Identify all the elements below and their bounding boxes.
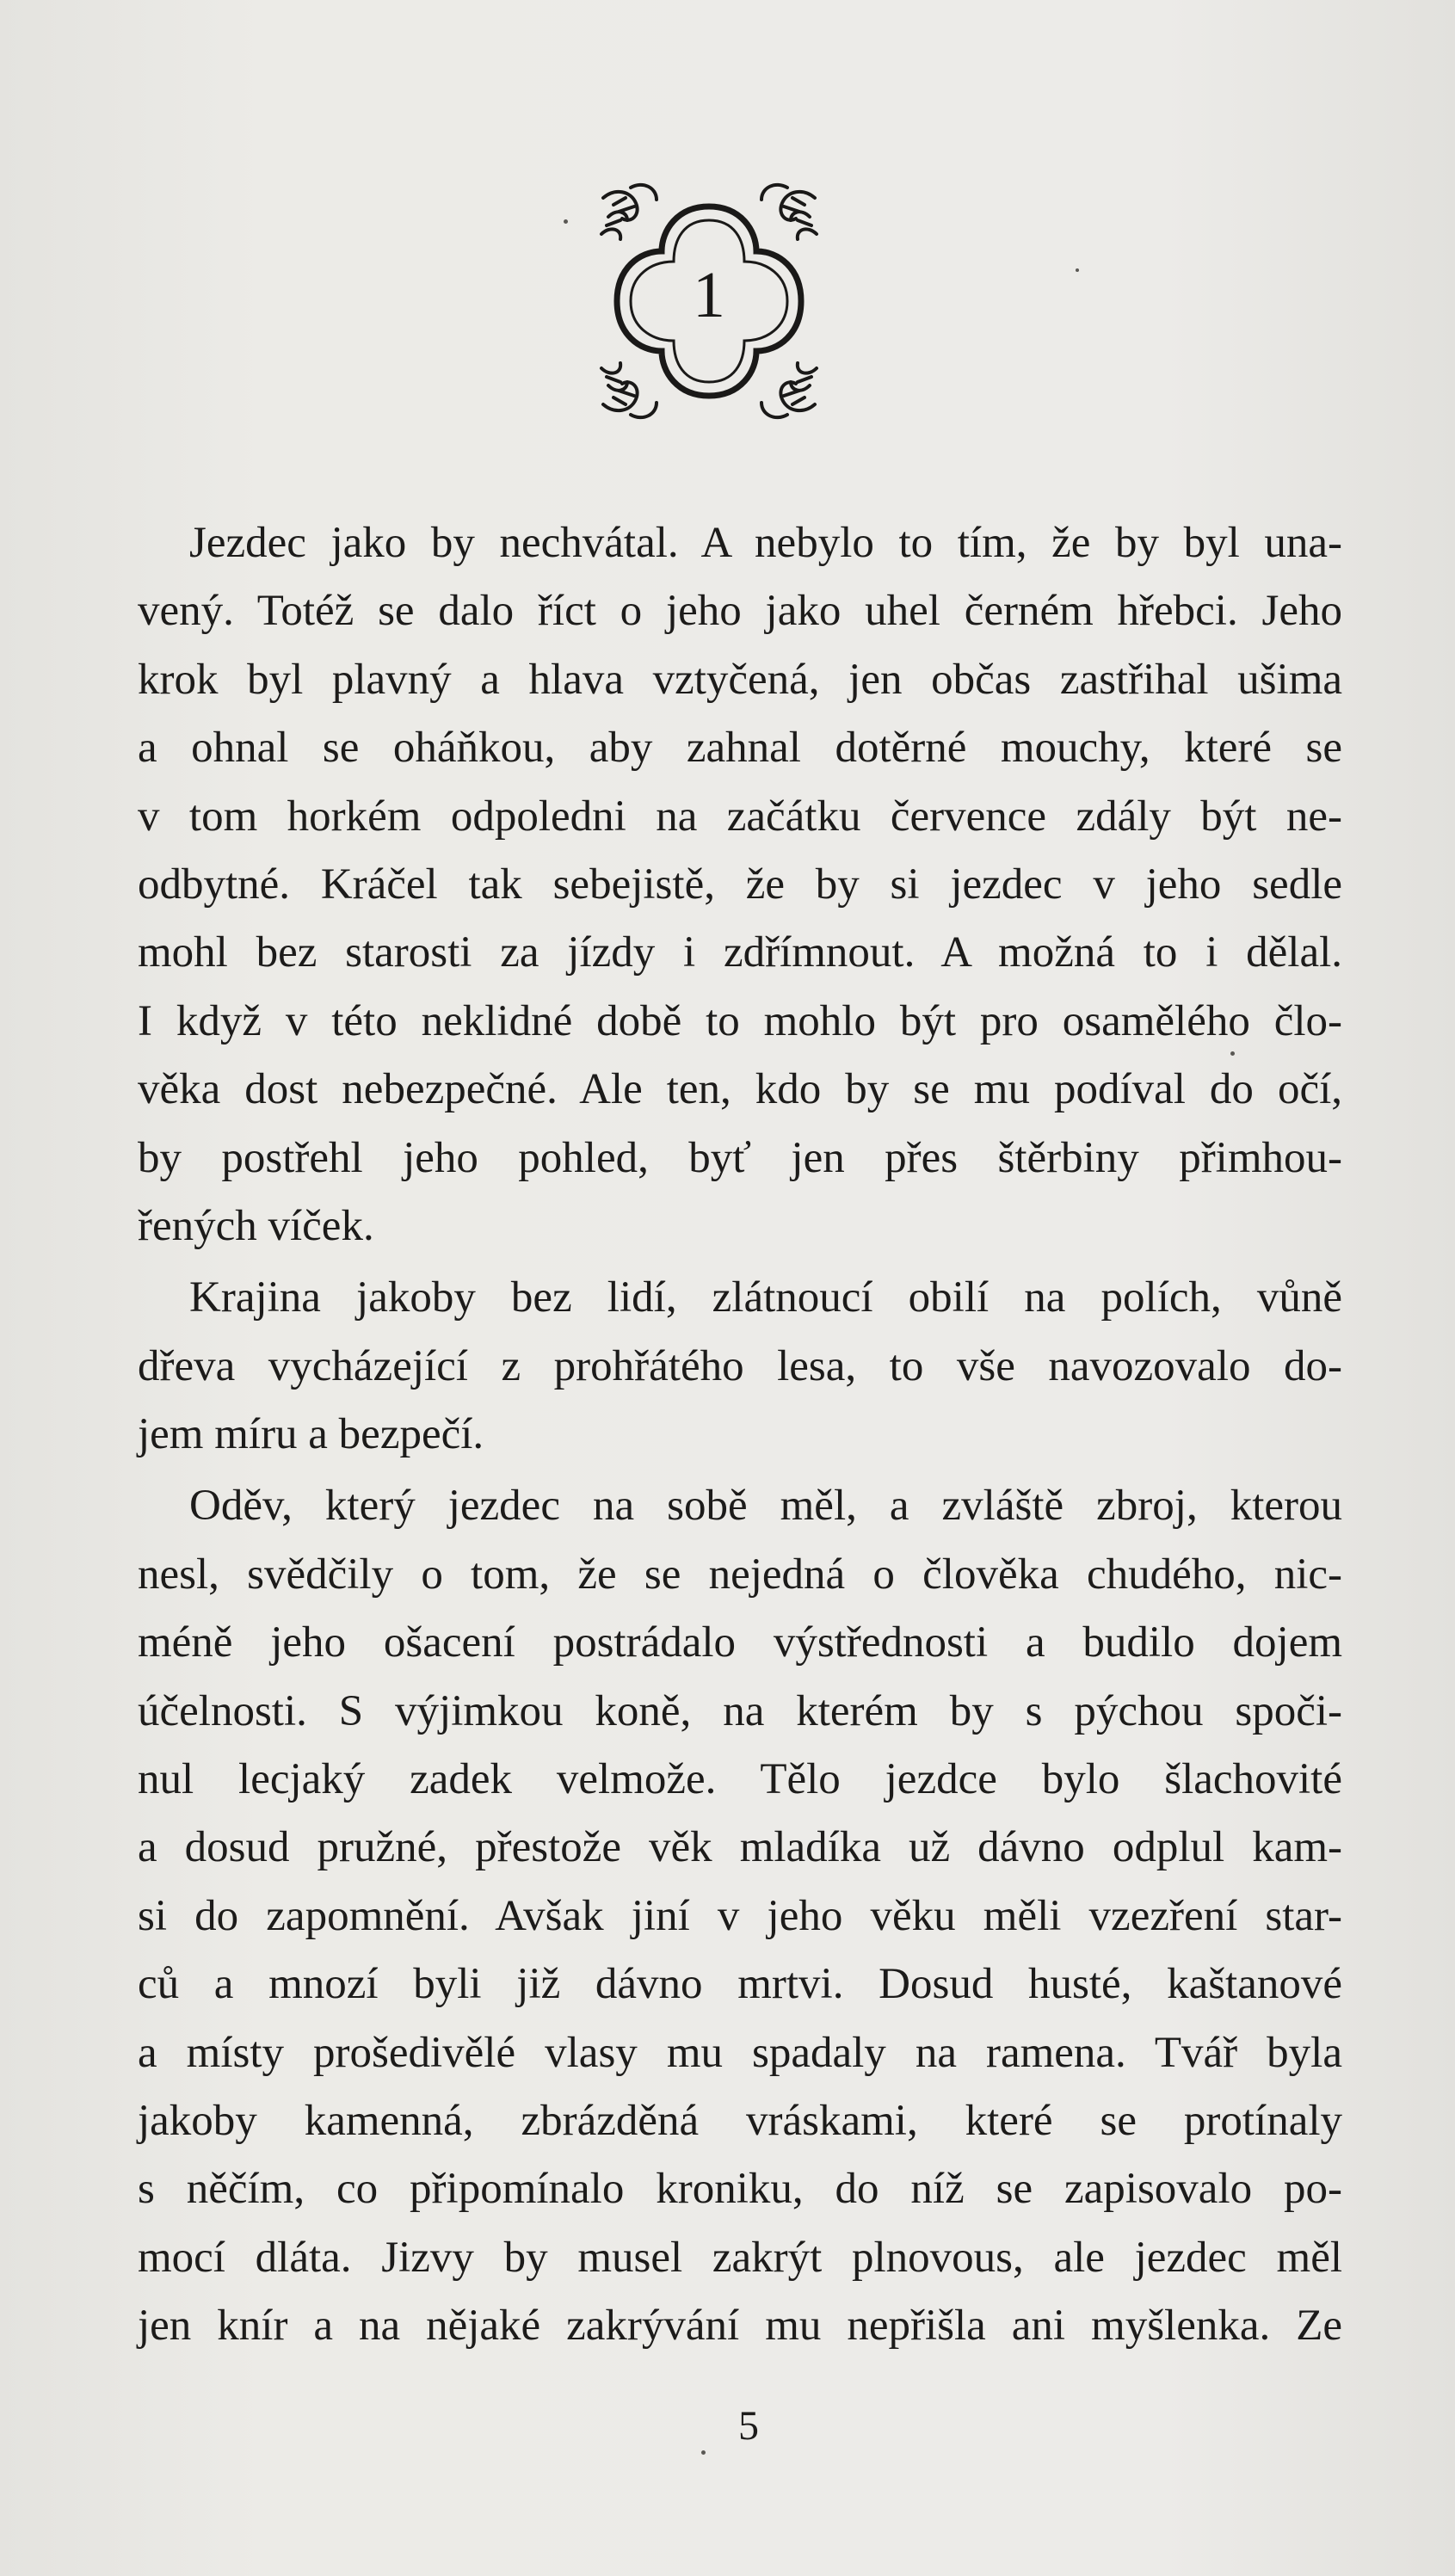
text-line: a dosud pružné, přestože věk mladíka už dávno odplul kam- [138,1823,1342,1872]
text-line: odbytné. Kráčel tak sebejistě, že by si jezdec v jeho sedle [138,860,1342,909]
text-line: by postřehl jeho pohled, byť jen přes štěrbiny přimhou- [138,1133,1342,1182]
text-line: krok byl plavný a hlava vztyčená, jen občas zastřihal ušima [138,655,1342,704]
scan-speck [701,2450,706,2455]
scan-speck [1076,268,1079,272]
text-line: I když v této neklidné době to mohlo být pro osamělého člo- [138,996,1342,1045]
text-line: vený. Totéž se dalo říct o jeho jako uhel černém hřebci. Jeho [138,587,1342,636]
text-line: jen knír a na nějaké zakrývání mu nepřišla ani myšlenka. Ze [138,2302,1342,2351]
text-line: Jezdec jako by nechvátal. A nebylo to tím, že by byl una- [189,519,1342,567]
scan-speck [1230,1051,1235,1056]
text-line: Oděv, který jezdec na sobě měl, a zvláště zbroj, kterou [189,1482,1342,1531]
text-line: mocí dláta. Jizvy by musel zakrýt plnovous, ale jezdec měl [138,2233,1342,2282]
text-line: mohl bez starosti za jízdy i zdřímnout. A možná to i dělal. [138,928,1342,977]
text-line: nesl, svědčily o tom, že se nejedná o člověka chudého, nic- [138,1550,1342,1599]
text-line: si do zapomnění. Avšak jiní v jeho věku měli vzezření star- [138,1891,1342,1940]
text-line: a ohnal se oháňkou, aby zahnal dotěrné mouchy, které se [138,724,1342,773]
text-line: řených víček. [138,1201,374,1250]
text-line: věka dost nebezpečné. Ale ten, kdo by se mu podíval do očí, [138,1065,1342,1114]
page-number: 5 [738,2403,759,2449]
text-line: jakoby kamenná, zbrázděná vráskami, které se protínaly [138,2096,1342,2145]
scan-speck [564,219,568,224]
text-line: a místy prošedivělé vlasy mu spadaly na ramena. Tvář byla [138,2028,1342,2077]
text-line: jem míru a bezpečí. [138,1410,484,1459]
text-line: ců a mnozí byli již dávno mrtvi. Dosud husté, kaštanové [138,1960,1342,2009]
text-line: dřeva vycházející z prohřátého lesa, to vše navozovalo do- [138,1341,1342,1390]
text-line: nul lecjaký zadek velmože. Tělo jezdce bylo šlachovité [138,1755,1342,1804]
chapter-number: 1 [693,259,725,331]
text-line: účelnosti. S výjimkou koně, na kterém by s pýchou spoči- [138,1686,1342,1735]
text-line: v tom horkém odpoledni na začátku července zdály být ne- [138,792,1342,841]
text-line: méně jeho ošacení postrádalo výstřednosti a budilo dojem [138,1618,1342,1667]
body-text [138,509,1342,2361]
text-line: s něčím, co připomínalo kroniku, do níž se zapisovalo po- [138,2165,1342,2214]
text-line: Krajina jakoby bez lidí, zlátnoucí obilí na polích, vůně [189,1273,1342,1322]
